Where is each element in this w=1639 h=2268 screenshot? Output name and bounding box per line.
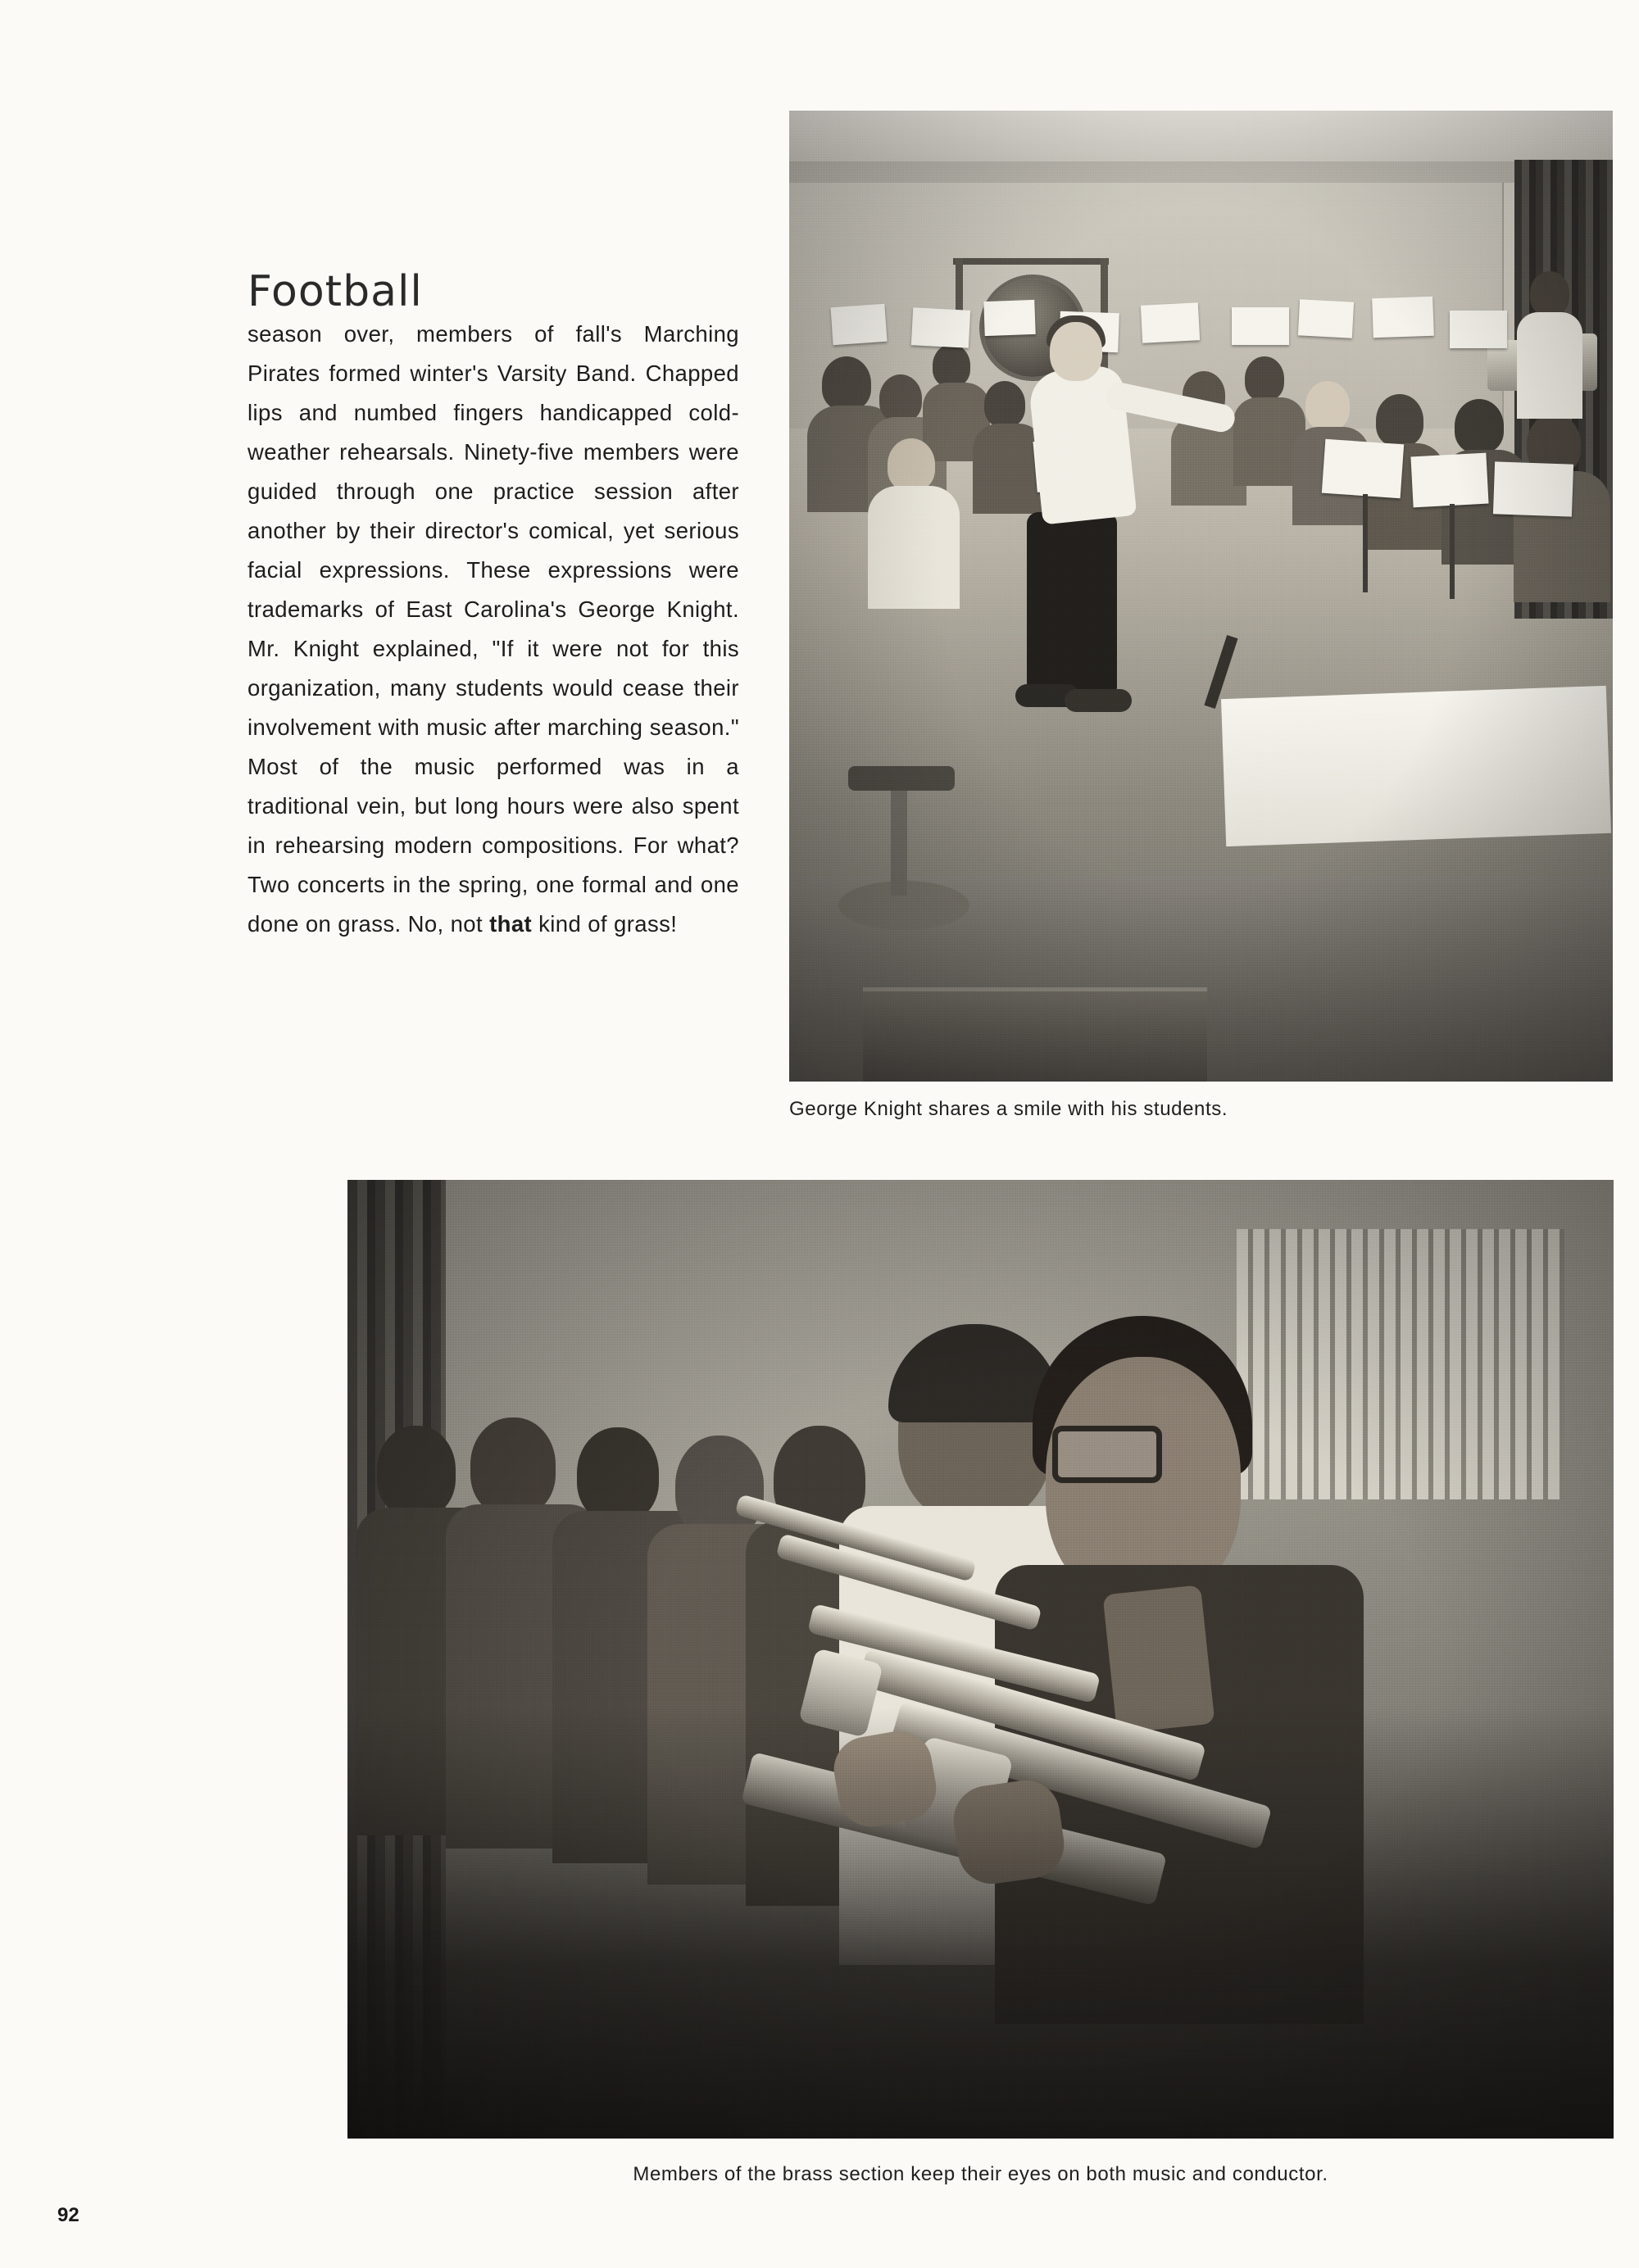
caption-top: George Knight shares a smile with his students. (789, 1098, 1228, 1120)
article-body-tail: kind of grass! (532, 911, 678, 937)
band-rehearsal-photo (789, 111, 1613, 1082)
article-text-column (247, 267, 739, 944)
caption-bottom: Members of the brass section keep their eyes on both music and conductor. (633, 2163, 1328, 2185)
article-body (247, 315, 739, 944)
brass-section-photo (347, 1180, 1614, 2139)
article-body-main: season over, members of fall's Marching Pirates formed winter's Varsity Band. Chapped lips and numbed fingers handicapped cold-weather rehearsals. Ninety-five members were guided through one practice session after another by their director's comical, yet serious facial expressions. These expressions were trademarks of East Carolina's George Knight. Mr. Knight explained, "If it were not for this organization, many students would cease their involvement with music after marching season." Most of the music performed was in a traditional vein, but long hours were also spent in rehearsing modern compositions. For what? Two concerts in the spring, one formal and one done on grass. No, not (247, 321, 739, 937)
photo-vignette (789, 111, 1613, 1082)
page-number: 92 (57, 2204, 79, 2226)
photo-vignette (347, 1180, 1614, 2139)
article-body-emphasis: that (489, 911, 533, 937)
page-title: Football (247, 267, 423, 316)
